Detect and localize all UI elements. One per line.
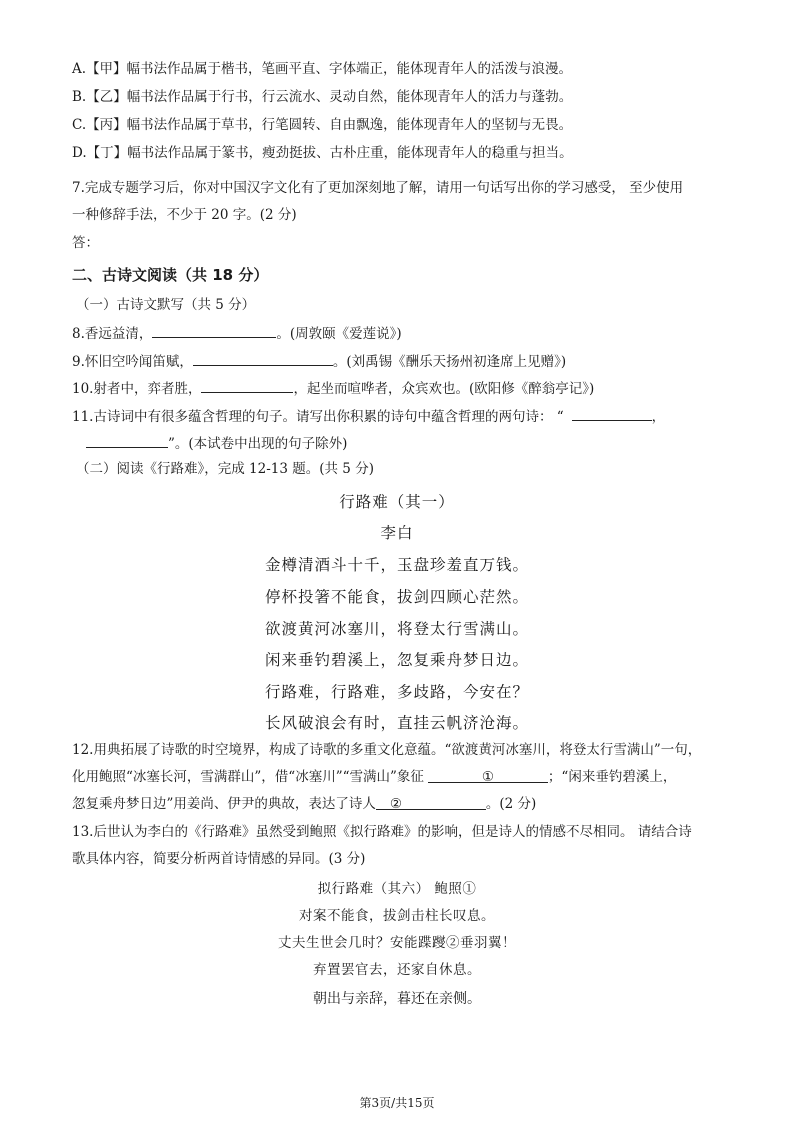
q12-blank-1-label: ① <box>481 769 494 785</box>
poem2-title: 拟行路难（其六） 鲍照① <box>317 881 477 897</box>
poem1-line: 金樽清酒斗十千，玉盘珍羞直万钱。 <box>264 556 529 574</box>
question-10 <box>72 378 594 398</box>
q13-line2: 歌具体内容，简要分析两首诗情感的异同。(3 分) <box>72 851 366 867</box>
q13-line1: 13.后世认为李白的《行路难》虽然受到鲍照《拟行路难》的影响，但是诗人的情感不尽相同。 请结合诗 <box>72 824 692 840</box>
question-9 <box>72 351 566 371</box>
q12-line3 <box>72 795 536 813</box>
q11-text-pre: 11.古诗词中有很多蕴含哲理的句子。请写出你积累的诗句中蕴含哲理的两句诗： “ <box>72 409 564 425</box>
poem1-line: 行路难，行路难，多歧路，今安在？ <box>264 683 529 701</box>
q12-blank-1[interactable] <box>428 768 548 783</box>
poem2-line: 朝出与亲辞，暮还在亲侧。 <box>313 991 481 1007</box>
poem1-title: 行路难（其一） <box>339 493 455 511</box>
q12-line2-pre: 化用鲍照“冰塞长河，雪满群山”，借“冰塞川”“雪满山”象征 <box>72 769 424 785</box>
q12-line2 <box>72 768 676 786</box>
question-8 <box>72 323 402 343</box>
option-a: A.【甲】幅书法作品属于楷书，笔画平直、字体端正，能体现青年人的活泼与浪漫。 <box>72 61 573 77</box>
q12-blank-2[interactable] <box>376 795 486 810</box>
option-b: B.【乙】幅书法作品属于行书，行云流水、灵动自然，能体现青年人的活力与蓬勃。 <box>72 89 573 105</box>
question-11-line2 <box>86 433 347 453</box>
page-number: 第3页/共15页 <box>359 1096 435 1110</box>
option-c: C.【丙】幅书法作品属于草书，行笔圆转、自由飘逸，能体现青年人的坚韧与无畏。 <box>72 117 573 133</box>
q11-blank-1[interactable] <box>572 406 652 421</box>
poem2-line: 对案不能食，拔剑击柱长叹息。 <box>299 908 495 924</box>
q12-line2-post: ；“闲来垂钓碧溪上， <box>547 769 677 785</box>
q8-text-pre: 8.香远益清， <box>72 326 153 342</box>
option-d: D.【丁】幅书法作品属于篆书，瘦劲挺拔、古朴庄重，能体现青年人的稳重与担当。 <box>72 145 573 161</box>
q9-text-post: 。(刘禹锡《酬乐天扬州初逢席上见赠》) <box>332 354 567 370</box>
q10-blank[interactable] <box>201 378 293 393</box>
poem1-line: 停杯投箸不能食，拔剑四顾心茫然。 <box>264 588 529 606</box>
q9-blank[interactable] <box>193 351 333 366</box>
q8-blank[interactable] <box>152 323 276 338</box>
q10-text-post: ，起坐而喧哗者，众宾欢也。(欧阳修《醉翁亭记》) <box>293 381 595 397</box>
poem1-author: 李白 <box>380 524 414 542</box>
poem2-line: 弃置罢官去，还家自休息。 <box>313 962 481 978</box>
q11-comma: ， <box>651 409 666 425</box>
q12-line3-pre: 忽复乘舟梦日边”用姜尚、伊尹的典故，表达了诗人 <box>72 796 376 812</box>
q9-text-pre: 9.怀旧空吟闻笛赋， <box>72 354 193 370</box>
q12-line3-post: 。(2 分) <box>485 796 537 812</box>
q10-text-pre: 10.射者中，弈者胜， <box>72 381 202 397</box>
q7-line2: 一种修辞手法，不少于 20 字。(2 分) <box>72 207 297 223</box>
poem1-line: 欲渡黄河冰塞川，将登太行雪满山。 <box>264 620 529 638</box>
poem2-line: 丈夫生世会几时？安能蹀躞②垂羽翼！ <box>278 935 516 951</box>
q11-blank-2[interactable] <box>86 433 168 448</box>
q8-text-post: 。(周敦颐《爱莲说》) <box>276 326 402 342</box>
q12-line1: 12.用典拓展了诗歌的时空境界，构成了诗歌的多重文化意蕴。“欲渡黄河冰塞川，将登太行雪满山”一句， <box>72 742 702 758</box>
question-11-line1 <box>72 406 665 426</box>
subsection-2: （二）阅读《行路难》，完成 12-13 题。(共 5 分) <box>76 461 374 477</box>
poem1-line: 长风破浪会有时，直挂云帆济沧海。 <box>264 714 529 732</box>
q11-text-post: ”。(本试卷中出现的句子除外) <box>168 436 348 452</box>
section-title: 二、古诗文阅读（共 18 分） <box>72 266 269 284</box>
q12-blank-2-label: ② <box>389 796 403 812</box>
q7-line1: 7.完成专题学习后，你对中国汉字文化有了更加深刻地了解，请用一句话写出你的学习感受， 至少使用 <box>72 180 684 196</box>
poem1-line: 闲来垂钓碧溪上，忽复乘舟梦日边。 <box>264 651 529 669</box>
q7-answer-label: 答： <box>72 235 99 251</box>
subsection-1: （一）古诗文默写（共 5 分） <box>76 297 256 313</box>
